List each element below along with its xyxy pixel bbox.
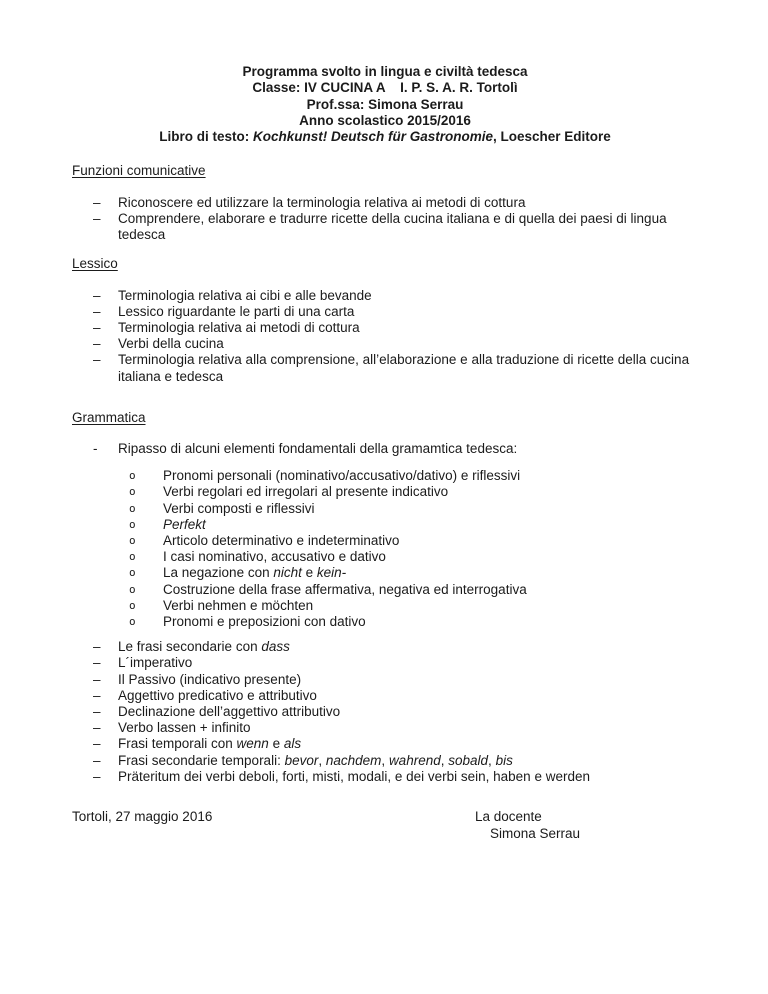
- text-segment: Le frasi secondarie con: [118, 639, 262, 655]
- bullet-marker: o: [129, 582, 136, 596]
- text-segment: ,: [381, 752, 389, 768]
- signature-label: La docente: [475, 808, 542, 824]
- italic-text: bevor: [284, 752, 319, 768]
- list-item: [72, 320, 698, 336]
- list-item-text: [118, 304, 698, 320]
- bullet-marker: –: [93, 336, 101, 352]
- bullet-marker: –: [93, 303, 101, 319]
- signature-name: Simona Serrau: [490, 825, 581, 841]
- list-item: [72, 517, 698, 533]
- text-segment: La negazione con: [163, 565, 274, 581]
- text-segment: Frasi temporali con: [118, 736, 237, 752]
- text-segment: Ripasso di alcuni elementi fondamentali della gramamtica tedesca:: [118, 440, 518, 456]
- list-item-text: [163, 598, 698, 614]
- text-segment: Terminologia relativa ai metodi di cottura: [118, 319, 360, 335]
- bullet-marker: –: [93, 194, 101, 210]
- title-line: [72, 113, 698, 129]
- document-header: [72, 64, 698, 145]
- bullet-marker: –: [93, 720, 101, 736]
- italic-text: Perfekt: [163, 516, 206, 532]
- list-item: [72, 769, 698, 785]
- text-segment: Terminologia relativa ai cibi e alle bevande: [118, 287, 372, 303]
- bullet-marker: –: [93, 703, 101, 719]
- list-item: [72, 304, 698, 320]
- bullet-marker: –: [93, 352, 101, 368]
- text-segment: Riconoscere ed utilizzare la terminologia relativa ai metodi di cottura: [118, 194, 526, 210]
- section-heading: Lessico: [72, 256, 118, 272]
- bullet-marker: –: [93, 671, 101, 687]
- text-segment: Il Passivo (indicativo presente): [118, 671, 302, 687]
- list-item: [72, 704, 698, 720]
- list-item: [72, 582, 698, 598]
- text-segment: , Loescher Editore: [492, 129, 611, 145]
- list-item: [72, 549, 698, 565]
- text-segment: Verbi della cucina: [118, 336, 224, 352]
- italic-text: nicht: [273, 565, 302, 581]
- bullet-marker: –: [93, 768, 101, 784]
- bullet-marker: o: [129, 598, 136, 612]
- text-segment: Lessico riguardante le parti di una carta: [118, 303, 355, 319]
- text-segment: e: [268, 736, 284, 752]
- italic-text: wenn: [236, 736, 269, 752]
- document-footer: [72, 809, 698, 842]
- list-item: [72, 720, 698, 736]
- italic-text: wahrend: [388, 752, 441, 768]
- bullet-marker: o: [129, 485, 136, 499]
- list-item: [72, 598, 698, 614]
- text-segment: Verbi nehmen e möchten: [163, 597, 314, 613]
- list-item: [72, 501, 698, 517]
- bullet-marker: o: [129, 469, 136, 483]
- bullet-marker: –: [93, 287, 101, 303]
- bullet-marker: o: [129, 550, 136, 564]
- text-segment: Frasi secondarie temporali:: [118, 752, 285, 768]
- list-item-text: [118, 720, 698, 736]
- text-segment: Programma svolto in lingua e civiltà tedesca: [242, 64, 528, 79]
- title-line: [72, 97, 698, 113]
- list-item-text: [163, 533, 698, 549]
- text-segment: Verbi composti e riflessivi: [163, 500, 315, 516]
- title-line: [72, 64, 698, 80]
- text-segment: Aggettivo predicativo e attributivo: [118, 687, 317, 703]
- section-lessico: [72, 256, 698, 384]
- bullet-marker: o: [129, 566, 136, 580]
- title-line: [72, 129, 698, 145]
- text-segment: Pronomi personali (nominativo/accusativo/dativo) e riflessivi: [163, 468, 521, 484]
- bullet-marker: –: [93, 639, 101, 655]
- list-item-text: [118, 639, 698, 655]
- italic-text: kein-: [316, 565, 347, 581]
- list-item: [72, 614, 698, 630]
- text-segment: Prof.ssa: Simona Serrau: [306, 96, 464, 112]
- list-item-text: [118, 769, 698, 785]
- text-segment: Pronomi e preposizioni con dativo: [163, 613, 366, 629]
- document-body: [72, 163, 698, 785]
- list-item: [72, 672, 698, 688]
- list-item: [72, 336, 698, 352]
- text-segment: ,: [488, 752, 496, 768]
- list-item-text: [118, 211, 698, 243]
- list-item-text: [163, 484, 698, 500]
- section-funzioni-comunicative: [72, 163, 698, 243]
- list-item-text: [118, 672, 698, 688]
- list-item-text: [118, 288, 698, 304]
- list-item: [72, 533, 698, 549]
- list-item: [72, 211, 698, 243]
- list-item: [72, 288, 698, 304]
- list-item: [72, 484, 698, 500]
- hyphen-list: [72, 441, 698, 457]
- text-segment: Classe: IV CUCINA A I. P. S. A. R. Tortolì: [252, 80, 518, 96]
- list-item: [72, 688, 698, 704]
- list-item-text: [118, 655, 698, 671]
- list-item: [72, 753, 698, 769]
- bullet-marker: o: [129, 533, 136, 547]
- list-item-text: [163, 501, 698, 517]
- dash-list: [72, 288, 698, 385]
- list-item: [72, 565, 698, 581]
- list-item-text: [118, 688, 698, 704]
- list-item-text: [118, 753, 698, 769]
- dash-list: [72, 195, 698, 244]
- list-item-text: [163, 517, 698, 533]
- list-item: [72, 352, 698, 384]
- text-segment: Articolo determinativo e indeterminativo: [163, 532, 400, 548]
- list-item: [72, 639, 698, 655]
- bullet-marker: -: [93, 440, 98, 456]
- list-item-text: [118, 704, 698, 720]
- list-item-text: [118, 441, 698, 457]
- list-item-text: [163, 565, 698, 581]
- circle-list: [72, 468, 698, 630]
- text-segment: Declinazione dell’aggettivo attributivo: [118, 703, 341, 719]
- section-heading: Funzioni comunicative: [72, 163, 206, 179]
- bullet-marker: –: [93, 736, 101, 752]
- title-line: [72, 80, 698, 96]
- text-segment: ,: [440, 752, 449, 768]
- text-segment: Comprendere, elaborare e tradurre ricette della cucina italiana e di quella dei paesi di lingua tedesca: [118, 210, 667, 243]
- italic-text: Kochkunst! Deutsch für Gastronomie: [252, 129, 493, 145]
- text-segment: Verbi regolari ed irregolari al presente indicativo: [163, 484, 449, 500]
- italic-text: dass: [261, 639, 290, 655]
- italic-text: sobald: [448, 752, 489, 768]
- list-item-text: [118, 195, 698, 211]
- dash-list: [72, 639, 698, 785]
- list-item: [72, 195, 698, 211]
- list-item-text: [163, 614, 698, 630]
- text-segment: Anno scolastico 2015/2016: [299, 112, 471, 128]
- text-segment: Verbo lassen + infinito: [118, 720, 251, 736]
- bullet-marker: –: [93, 687, 101, 703]
- document-date: Tortoli, 27 maggio 2016: [72, 808, 213, 824]
- list-item: [72, 441, 698, 457]
- text-segment: Costruzione della frase affermativa, negativa ed interrogativa: [163, 581, 527, 597]
- bullet-marker: o: [129, 517, 136, 531]
- bullet-marker: –: [93, 655, 101, 671]
- text-segment: Terminologia relativa alla comprensione, all’elaborazione e alla traduzione di ricette della cucina italiana e tedesca: [118, 352, 690, 384]
- italic-text: bis: [495, 752, 513, 768]
- text-segment: Libro di testo:: [159, 129, 253, 145]
- bullet-marker: o: [129, 501, 136, 515]
- list-item-text: [118, 336, 698, 352]
- italic-text: als: [283, 736, 302, 752]
- text-segment: I casi nominativo, accusativo e dativo: [163, 549, 386, 565]
- list-item: [72, 736, 698, 752]
- text-segment: Präteritum dei verbi deboli, forti, misti, modali, e dei verbi sein, haben e werden: [118, 768, 590, 784]
- italic-text: nachdem: [325, 752, 382, 768]
- list-item-text: [163, 582, 698, 598]
- list-item: [72, 468, 698, 484]
- list-item-text: [163, 468, 698, 484]
- section-heading: Grammatica: [72, 409, 146, 425]
- text-segment: L´imperativo: [118, 655, 193, 671]
- bullet-marker: –: [93, 210, 101, 226]
- list-item-text: [118, 736, 698, 752]
- list-item-text: [163, 549, 698, 565]
- list-item-text: [118, 352, 698, 384]
- text-segment: e: [301, 565, 317, 581]
- bullet-marker: –: [93, 752, 101, 768]
- section-grammatica: [72, 410, 698, 785]
- signature-block: [475, 809, 580, 842]
- bullet-marker: –: [93, 319, 101, 335]
- bullet-marker: o: [129, 614, 136, 628]
- text-segment: ,: [318, 752, 326, 768]
- list-item-text: [118, 320, 698, 336]
- list-item: [72, 655, 698, 671]
